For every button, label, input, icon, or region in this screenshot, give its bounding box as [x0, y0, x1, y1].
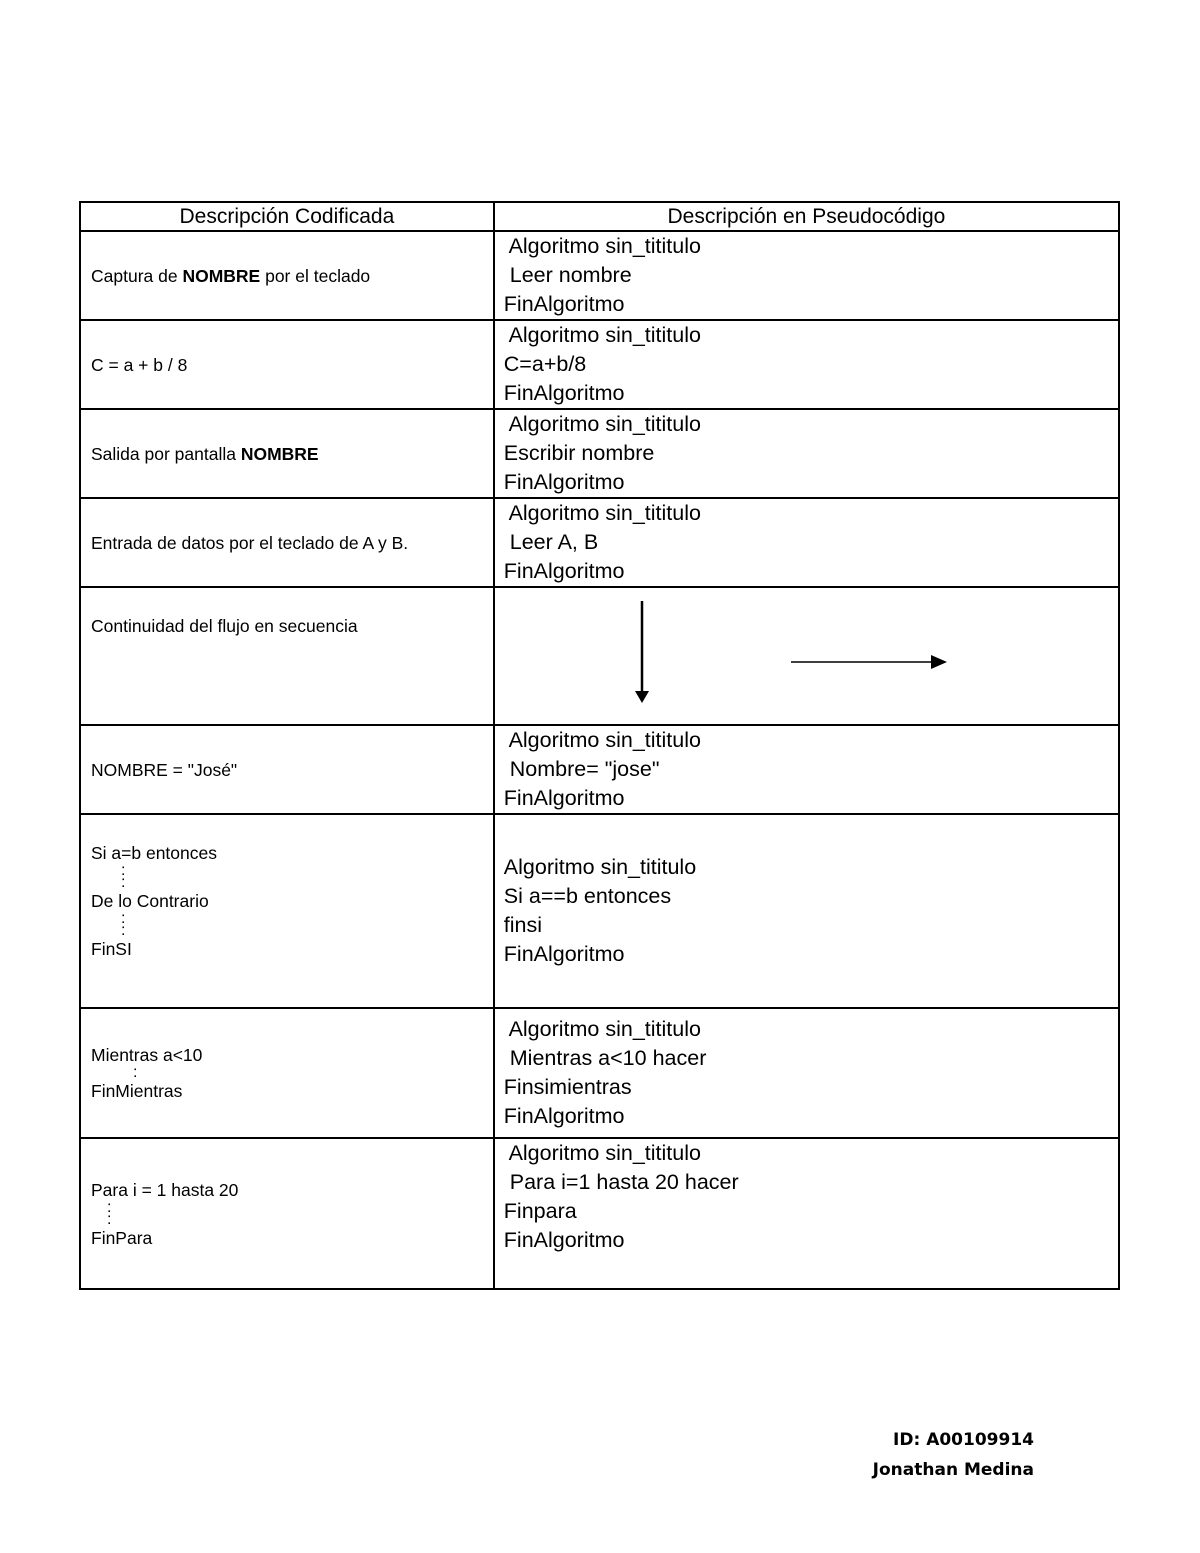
row-coded-description: Captura de NOMBRE por el teclado	[80, 231, 494, 320]
header-pseudocode-description: Descripción en Pseudocódigo	[494, 202, 1119, 231]
student-id: ID: A00109914	[893, 1430, 1034, 1450]
row-pseudocode: Algoritmo sin_tititulo Escribir nombre FinAlgoritmo	[494, 409, 1119, 498]
table-row	[80, 320, 1119, 409]
row-coded-description: C = a + b / 8	[80, 320, 494, 409]
table-row	[80, 409, 1119, 498]
student-name: Jonathan Medina	[872, 1460, 1034, 1480]
row-coded-description: Para i = 1 hasta 20 : : FinPara	[80, 1138, 494, 1289]
row-pseudocode: Algoritmo sin_tititulo Si a==b entonces finsi FinAlgoritmo	[494, 814, 1119, 1008]
pseudocode-table	[79, 201, 1120, 1290]
table-row	[80, 1008, 1119, 1138]
row-pseudocode: Algoritmo sin_tititulo Mientras a<10 hacer Finsimientras FinAlgoritmo	[494, 1008, 1119, 1138]
row-pseudocode: Algoritmo sin_tititulo Para i=1 hasta 20 hacer Finpara FinAlgoritmo	[494, 1138, 1119, 1289]
row-coded-description: Continuidad del flujo en secuencia	[80, 587, 494, 725]
bold-nombre: NOMBRE	[240, 443, 319, 464]
row-coded-description: Salida por pantalla NOMBRE	[80, 409, 494, 498]
bold-nombre: NOMBRE	[182, 265, 261, 286]
row-coded-description: Si a=b entonces : : De lo Contrario : : FinSI	[80, 814, 494, 1008]
row-pseudocode: Algoritmo sin_tititulo Nombre= "jose" FinAlgoritmo	[494, 725, 1119, 814]
row-coded-description: Mientras a<10 : FinMientras	[80, 1008, 494, 1138]
table-row	[80, 725, 1119, 814]
flow-diagram-cell	[494, 587, 1119, 725]
table-row	[80, 1138, 1119, 1289]
flow-arrows	[495, 589, 1115, 723]
row-pseudocode: Algoritmo sin_tititulo Leer nombre FinAlgoritmo	[494, 231, 1119, 320]
row-pseudocode: Algoritmo sin_tititulo Leer A, B FinAlgoritmo	[494, 498, 1119, 587]
row-coded-description: Entrada de datos por el teclado de A y B.	[80, 498, 494, 587]
table-row	[80, 231, 1119, 320]
table-row	[80, 814, 1119, 1008]
row-pseudocode: Algoritmo sin_tititulo C=a+b/8 FinAlgoritmo	[494, 320, 1119, 409]
header-coded-description: Descripción Codificada	[80, 202, 494, 231]
right-arrow-head	[931, 655, 947, 669]
row-coded-description: NOMBRE = "José"	[80, 725, 494, 814]
table-row	[80, 587, 1119, 725]
down-arrow-head	[635, 691, 649, 703]
table-row	[80, 498, 1119, 587]
table-header-row	[80, 202, 1119, 231]
